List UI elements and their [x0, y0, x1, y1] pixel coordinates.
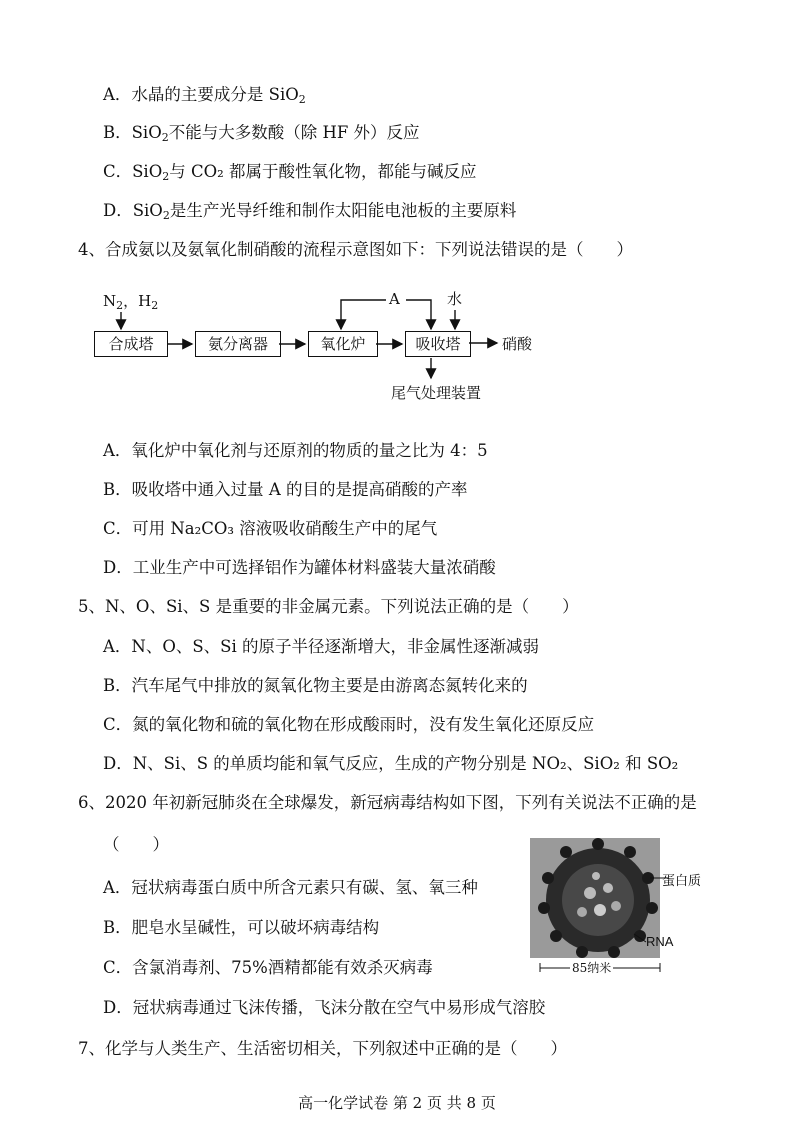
label-rna: RNA: [646, 934, 674, 949]
q3-option-a: A．水晶的主要成分是 SiO$_2$: [103, 85, 306, 106]
q5-option-d: D．N、Si、S 的单质均能和氧气反应，生成的产物分别是 NO₂、SiO₂ 和 SO₂: [103, 754, 679, 773]
q7-stem: 7、化学与人类生产、生活密切相关，下列叙述中正确的是（ ）: [78, 1039, 567, 1058]
virus-figure: [530, 838, 705, 973]
label-size: 85纳米: [572, 961, 612, 975]
virus-illustration: [530, 838, 705, 973]
q4-option-d: D．工业生产中可选择铝作为罐体材料盛装大量浓硝酸: [103, 558, 496, 577]
q3-option-b: B．SiO$_2$不能与大多数酸（除 HF 外）反应: [103, 123, 420, 144]
q5-option-b: B．汽车尾气中排放的氮氧化物主要是由游离态氮转化来的: [103, 676, 528, 695]
q6-option-c: C．含氯消毒剂、75%酒精都能有效杀灭病毒: [103, 958, 433, 977]
page-footer: 高一化学试卷 第 2 页 共 8 页: [298, 1094, 496, 1112]
input-n2-h2: $N_2$，$H_2$: [103, 292, 159, 312]
q4-option-b: B．吸收塔中通入过量 A 的目的是提高硝酸的产率: [103, 480, 468, 499]
label-protein: 蛋白质: [662, 874, 702, 889]
box-synthesis-tower: 合成塔: [94, 331, 168, 357]
output-nitric-acid: 硝酸: [502, 335, 533, 353]
input-a: A: [389, 290, 400, 308]
q5-option-a: A．N、O、S、Si 的原子半径逐渐增大，非金属性逐渐减弱: [103, 637, 540, 656]
q6-stem: 6、2020 年初新冠肺炎在全球爆发，新冠病毒结构如下图，下列有关说法不正确的是: [78, 793, 697, 812]
q3-option-c: C．SiO$_2$与 CO₂ 都属于酸性氧化物，都能与碱反应: [103, 162, 477, 183]
q6-answer-paren: （ ）: [103, 835, 169, 854]
q4-option-c: C．可用 Na₂CO₃ 溶液吸收硝酸生产中的尾气: [103, 519, 438, 538]
input-water: 水: [447, 290, 463, 308]
box-absorption-tower: 吸收塔: [405, 331, 471, 357]
q3-option-d: D．SiO$_2$是生产光导纤维和制作太阳能电池板的主要原料: [103, 201, 517, 222]
output-tail-gas: 尾气处理装置: [391, 384, 482, 402]
q6-option-a: A．冠状病毒蛋白质中所含元素只有碳、氢、氧三种: [103, 878, 478, 897]
q4-option-a: A．氧化炉中氧化剂与还原剂的物质的量之比为 4：5: [103, 441, 488, 460]
q6-option-b: B．肥皂水呈碱性，可以破坏病毒结构: [103, 918, 380, 937]
flow-arrows: [0, 0, 794, 420]
box-ammonia-separator: 氨分离器: [195, 331, 281, 357]
q6-option-d: D．冠状病毒通过飞沫传播，飞沫分散在空气中易形成气溶胶: [103, 998, 546, 1017]
q5-stem: 5、N、O、Si、S 是重要的非金属元素。下列说法正确的是（ ）: [78, 597, 579, 616]
box-oxidation-furnace: 氧化炉: [308, 331, 378, 357]
q5-option-c: C．氮的氧化物和硫的氧化物在形成酸雨时，没有发生氧化还原反应: [103, 715, 595, 734]
q4-stem: 4、合成氨以及氨氧化制硝酸的流程示意图如下：下列说法错误的是（ ）: [78, 240, 633, 259]
